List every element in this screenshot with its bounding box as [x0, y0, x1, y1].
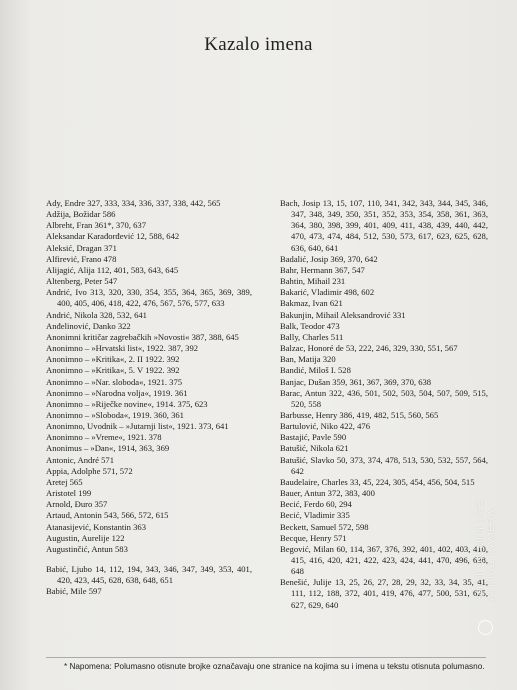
index-entry: Anonimno – »Hrvatski list«, 1922. 387, 392: [46, 343, 199, 354]
camera-watermark: [475, 500, 497, 601]
watermark-line: AI DUAL CAMERA: [486, 509, 497, 601]
index-entry: Babić, Mile 597: [46, 586, 102, 597]
index-entry: Batušić, Nikola 621: [280, 443, 349, 454]
index-entry: Bauer, Antun 372, 383, 400: [280, 488, 375, 499]
index-entry: Adžija, Božidar 586: [46, 209, 116, 220]
index-entry: Alfirević, Frano 478: [46, 253, 117, 264]
index-entry: Andrić, Ivo 313, 320, 330, 354, 355, 364, 365, 369, 389, 400, 405, 406, 418, 422, 476, 567, 576, 577, 633: [46, 287, 252, 309]
index-entry: Bahr, Hermann 367, 547: [280, 264, 365, 275]
index-entry: Anonimus – »Dan«, 1914, 363, 369: [46, 443, 170, 454]
index-entry: Bach, Josip 13, 15, 107, 110, 341, 342, 343, 344, 345, 346, 347, 348, 349, 350, 351, 352, 353, 354, 358, 361, 363, 364, 380, 398, 399, 401, 409, 411, 438, 439, 440, 442, 470, 473, 474, 484, 512, 530, 573, 617, 623, 625, 628, 636, 640, 641: [280, 198, 488, 253]
index-entry: Andrić, Nikola 328, 532, 641: [46, 309, 147, 320]
index-entry: Aristotel 199: [46, 488, 92, 499]
index-entry: Altenberg, Peter 547: [46, 276, 118, 287]
index-entry: Barac, Antun 322, 436, 501, 502, 503, 504, 507, 509, 515, 520, 558: [280, 387, 488, 409]
index-entry: Anonimni kritičar zagrebačkih »Novosti« 387, 388, 645: [46, 331, 239, 342]
index-entry: Benešić, Julije 13, 25, 26, 27, 28, 29, 32, 33, 34, 35, 41, 111, 112, 188, 372, 401, 419, 476, 477, 500, 531, 625, 627, 629, 640: [280, 577, 488, 610]
index-entry: Bahtin, Mihail 231: [280, 276, 346, 287]
index-entry: Becić, Ferdo 60, 294: [280, 499, 352, 510]
index-entry: Anonimno – »Kritika«, 5. V 1922. 392: [46, 365, 180, 376]
camera-watermark-icon: [478, 620, 493, 635]
index-entry: Bartulović, Niko 422, 476: [280, 421, 370, 432]
index-entry: Aleksić, Dragan 371: [46, 242, 117, 253]
footnote-divider: [46, 657, 486, 658]
index-entry: Anđelinović, Danko 322: [46, 320, 131, 331]
index-entry: Bakarić, Vladimir 498, 602: [280, 287, 375, 298]
index-entry: Bastajić, Pavle 590: [280, 432, 347, 443]
index-entry: Becić, Vladimir 335: [280, 510, 350, 521]
index-entry: Anonimno – »Nar. sloboda«, 1921. 375: [46, 376, 183, 387]
index-entry: Begović, Milan 60, 114, 367, 376, 392, 401, 402, 403, 410, 415, 416, 420, 421, 422, 423, 424, 441, 470, 496, 638, 648: [280, 543, 488, 577]
index-column-left: [46, 198, 252, 597]
page-title: Kazalo imena: [204, 34, 313, 55]
footnote: * Napomena: Polumasno otisnute brojke označavaju one stranice na kojima su i imena u tekstu otisnuta polumasno.: [64, 662, 485, 671]
index-entry: Artaud, Antonin 543, 566, 572, 615: [46, 510, 169, 521]
index-entry: Bally, Charles 511: [280, 331, 344, 342]
index-entry: Appia, Adolphe 571, 572: [46, 465, 133, 476]
index-entry: Anonimno – »Riječke novine«, 1914. 375, 623: [46, 398, 208, 409]
index-entry: Badalić, Josip 369, 370, 642: [280, 253, 378, 264]
index-entry: Ady, Endre 327, 333, 334, 336, 337, 338, 442, 565: [46, 198, 221, 208]
index-entry: Anonimno, Uvodnik – »Jutarnji list«, 1921. 373, 641: [46, 421, 229, 432]
index-entry: Antonic, André 571: [46, 454, 115, 465]
index-entry: Barbusse, Henry 386, 419, 482, 515, 560, 565: [280, 409, 439, 420]
index-entry: Baudelaire, Charles 33, 45, 224, 305, 454, 456, 504, 515: [280, 476, 475, 487]
index-entry: Atanasijević, Konstantin 363: [46, 521, 147, 532]
index-entry: Aretej 565: [46, 476, 83, 487]
index-entry: Beckett, Samuel 572, 598: [280, 521, 369, 532]
index-entry: Bakunjin, Mihail Aleksandrović 331: [280, 309, 406, 320]
index-entry: Balk, Teodor 473: [280, 320, 340, 331]
index-entry: Anonimno – »Sloboda«, 1919. 360, 361: [46, 409, 184, 420]
watermark-line: SHOT ON MI 8 LITE: [475, 500, 486, 601]
index-entry: Ban, Matija 320: [280, 354, 336, 365]
index-entry: Augustinčić, Antun 583: [46, 543, 128, 554]
index-entry: Balzac, Honoré de 53, 222, 246, 329, 330, 551, 567: [280, 343, 458, 354]
index-entry: Arnold, Đuro 357: [46, 499, 108, 510]
index-entry: Babić, Ljubo 14, 112, 194, 343, 346, 347, 349, 353, 401, 420, 423, 445, 628, 638, 648, 651: [46, 564, 252, 586]
index-entry: Anonimno – »Kritika«, 2. II 1922. 392: [46, 354, 180, 365]
index-entry: Batušić, Slavko 50, 373, 374, 478, 513, 530, 532, 557, 564, 642: [280, 454, 488, 476]
index-entry: Anonimno – »Narodna volja«, 1919. 361: [46, 387, 188, 398]
index-entry: Augustin, Aurelije 122: [46, 532, 125, 543]
index-column-right: [280, 198, 488, 611]
index-entry: Bakmaz, Ivan 621: [280, 298, 343, 309]
index-entry: Banjac, Dušan 359, 361, 367, 369, 370, 638: [280, 376, 432, 387]
index-entry: Albreht, Fran 361*, 370, 637: [46, 220, 147, 231]
index-entry: Anonimno – »Vreme«, 1921. 378: [46, 432, 162, 443]
index-entry: Bandić, Miloš I. 528: [280, 365, 351, 376]
index-entry: Aleksandar Karađorđević 12, 588, 642: [46, 231, 180, 242]
index-entry: Alijagić, Alija 112, 401, 583, 643, 645: [46, 264, 179, 275]
index-entry: Becque, Henry 571: [280, 532, 347, 543]
